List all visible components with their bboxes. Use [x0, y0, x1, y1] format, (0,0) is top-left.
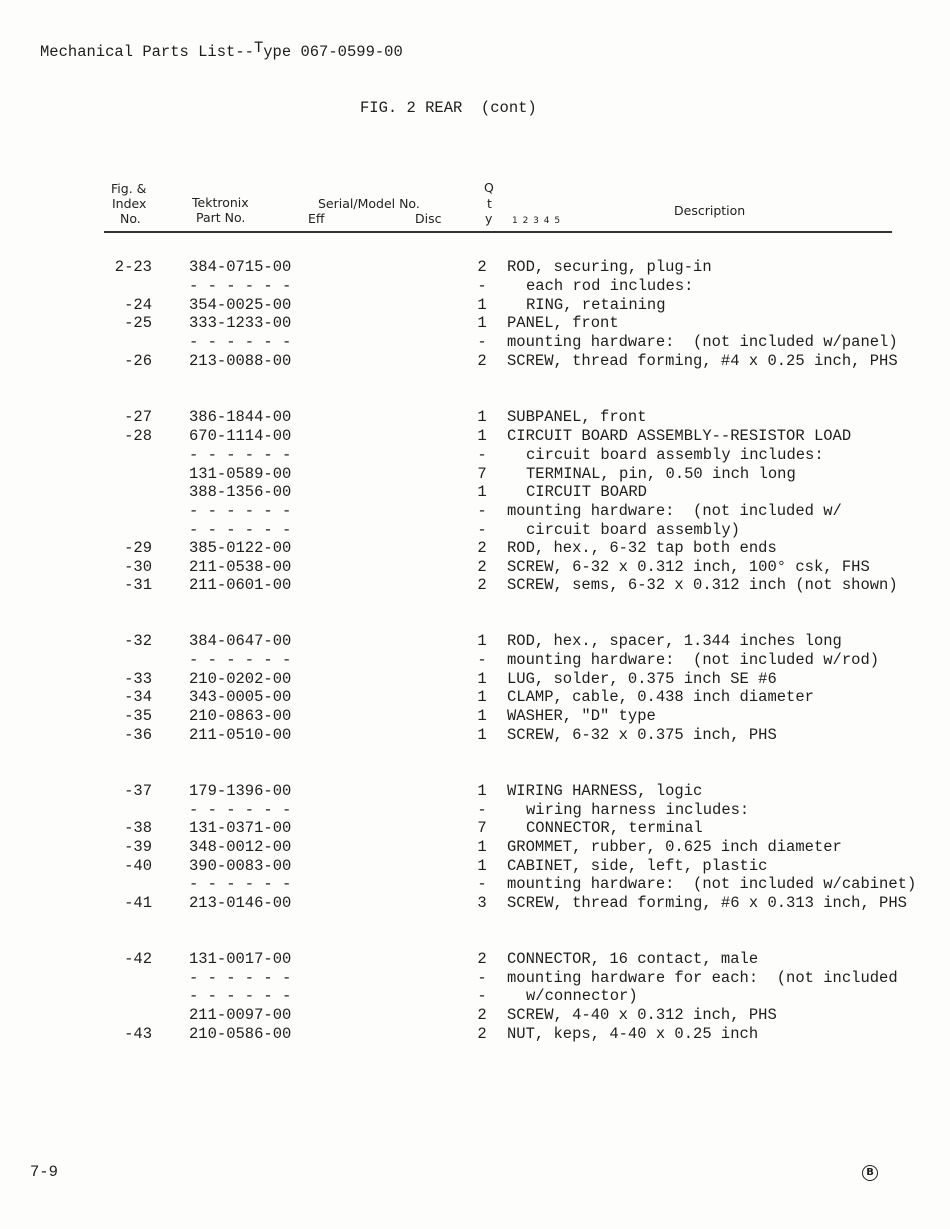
- part-number-cell: 211-0538-00: [189, 558, 292, 576]
- quantity-cell: -: [477, 446, 487, 464]
- fig-index-cell: -43: [124, 1025, 152, 1043]
- description-cell: SUBPANEL, front: [507, 408, 647, 426]
- quantity-cell: -: [477, 987, 487, 1005]
- quantity-cell: 7: [477, 819, 487, 837]
- document-title: Mechanical Parts List--Type 067-0599-00: [40, 39, 403, 61]
- table-row: [0, 333, 950, 352]
- table-row: [0, 558, 950, 577]
- table-row: [0, 651, 950, 670]
- description-cell: CONNECTOR, terminal: [526, 819, 703, 837]
- part-number-cell: 210-0202-00: [189, 670, 292, 688]
- fig-index-cell: -25: [124, 314, 152, 332]
- part-number-cell: 385-0122-00: [189, 539, 292, 557]
- table-row: [0, 875, 950, 894]
- description-cell: CLAMP, cable, 0.438 inch diameter: [507, 688, 814, 706]
- table-row: [0, 1006, 950, 1025]
- table-row: [0, 819, 950, 838]
- table-row: [0, 950, 950, 969]
- quantity-cell: 2: [477, 1025, 487, 1043]
- part-number-cell: - - - - - -: [189, 502, 292, 520]
- description-cell: RING, retaining: [526, 296, 666, 314]
- description-cell: mounting hardware: (not included w/: [507, 502, 842, 520]
- col-indent-levels: 1 2 3 4 5: [512, 216, 562, 226]
- description-cell: circuit board assembly includes:: [526, 446, 824, 464]
- description-cell: CABINET, side, left, plastic: [507, 857, 768, 875]
- description-cell: NUT, keps, 4-40 x 0.25 inch: [507, 1025, 759, 1043]
- part-number-cell: - - - - - -: [189, 521, 292, 539]
- part-number-cell: 210-0863-00: [189, 707, 292, 725]
- table-row: [0, 707, 950, 726]
- description-cell: mounting hardware for each: (not included: [507, 969, 898, 987]
- part-number-cell: 131-0371-00: [189, 819, 292, 837]
- revision-mark: B: [862, 1165, 878, 1181]
- quantity-cell: 2: [477, 558, 487, 576]
- quantity-cell: 2: [477, 258, 487, 276]
- fig-index-cell: -42: [124, 950, 152, 968]
- table-row: [0, 277, 950, 296]
- fig-index-cell: -37: [124, 782, 152, 800]
- fig-index-cell: -35: [124, 707, 152, 725]
- fig-index-cell: -30: [124, 558, 152, 576]
- description-cell: SCREW, sems, 6-32 x 0.312 inch (not shown): [507, 576, 898, 594]
- col-tek-label-1: Tektronix: [192, 195, 249, 210]
- quantity-cell: -: [477, 521, 487, 539]
- part-number-cell: 670-1114-00: [189, 427, 292, 445]
- fig-index-cell: -34: [124, 688, 152, 706]
- table-row: [0, 726, 950, 745]
- fig-index-cell: -29: [124, 539, 152, 557]
- table-row: [0, 296, 950, 315]
- header-rule: [104, 231, 892, 233]
- quantity-cell: 2: [477, 352, 487, 370]
- description-cell: CIRCUIT BOARD: [526, 483, 647, 501]
- description-cell: each rod includes:: [526, 277, 694, 295]
- description-cell: PANEL, front: [507, 314, 619, 332]
- quantity-cell: -: [477, 875, 487, 893]
- quantity-cell: 7: [477, 465, 487, 483]
- description-cell: WIRING HARNESS, logic: [507, 782, 703, 800]
- part-number-cell: - - - - - -: [189, 875, 292, 893]
- col-fig-label-2: Index: [112, 196, 147, 211]
- quantity-cell: -: [477, 502, 487, 520]
- table-row: [0, 521, 950, 540]
- description-cell: mounting hardware: (not included w/cabinet): [507, 875, 917, 893]
- quantity-cell: 1: [477, 670, 487, 688]
- part-number-cell: - - - - - -: [189, 801, 292, 819]
- part-number-cell: 384-0647-00: [189, 632, 292, 650]
- part-number-cell: - - - - - -: [189, 969, 292, 987]
- quantity-cell: 1: [477, 688, 487, 706]
- fig-index-cell: -24: [124, 296, 152, 314]
- description-cell: ROD, hex., 6-32 tap both ends: [507, 539, 777, 557]
- figure-title: FIG. 2 REAR (cont): [360, 99, 537, 117]
- table-row: [0, 688, 950, 707]
- col-qty-t: t: [487, 196, 492, 211]
- quantity-cell: 2: [477, 950, 487, 968]
- description-cell: GROMMET, rubber, 0.625 inch diameter: [507, 838, 842, 856]
- fig-index-cell: -33: [124, 670, 152, 688]
- table-row: [0, 258, 950, 277]
- fig-index-cell: -31: [124, 576, 152, 594]
- description-cell: SCREW, 4-40 x 0.312 inch, PHS: [507, 1006, 777, 1024]
- col-fig-label-3: No.: [120, 211, 141, 226]
- description-cell: mounting hardware: (not included w/panel): [507, 333, 898, 351]
- fig-index-cell: -27: [124, 408, 152, 426]
- fig-index-cell: -38: [124, 819, 152, 837]
- part-number-cell: 213-0088-00: [189, 352, 292, 370]
- fig-index-cell: -26: [124, 352, 152, 370]
- table-row: [0, 838, 950, 857]
- fig-index-cell: 2-23: [114, 258, 152, 276]
- quantity-cell: 1: [477, 483, 487, 501]
- col-qty-y: y: [485, 211, 493, 226]
- table-row: [0, 465, 950, 484]
- table-row: [0, 987, 950, 1006]
- quantity-cell: 1: [477, 782, 487, 800]
- part-number-cell: 354-0025-00: [189, 296, 292, 314]
- part-number-cell: 386-1844-00: [189, 408, 292, 426]
- col-qty-q: Q: [484, 180, 494, 195]
- part-number-cell: 348-0012-00: [189, 838, 292, 856]
- description-cell: wiring harness includes:: [526, 801, 750, 819]
- table-row: [0, 427, 950, 446]
- table-row: [0, 408, 950, 427]
- quantity-cell: -: [477, 651, 487, 669]
- fig-index-cell: -39: [124, 838, 152, 856]
- part-number-cell: 388-1356-00: [189, 483, 292, 501]
- table-row: [0, 1025, 950, 1044]
- part-number-cell: 213-0146-00: [189, 894, 292, 912]
- table-row: [0, 483, 950, 502]
- fig-index-cell: -41: [124, 894, 152, 912]
- part-number-cell: 333-1233-00: [189, 314, 292, 332]
- part-number-cell: 179-1396-00: [189, 782, 292, 800]
- part-number-cell: 211-0510-00: [189, 726, 292, 744]
- col-fig-label-1: Fig. &: [111, 181, 147, 196]
- quantity-cell: 2: [477, 1006, 487, 1024]
- description-cell: SCREW, thread forming, #4 x 0.25 inch, PHS: [507, 352, 898, 370]
- table-row: [0, 539, 950, 558]
- col-serial-eff: Eff: [308, 211, 325, 226]
- part-number-cell: 384-0715-00: [189, 258, 292, 276]
- part-number-cell: 131-0017-00: [189, 950, 292, 968]
- description-cell: mounting hardware: (not included w/rod): [507, 651, 880, 669]
- part-number-cell: - - - - - -: [189, 446, 292, 464]
- part-number-cell: 211-0601-00: [189, 576, 292, 594]
- quantity-cell: -: [477, 801, 487, 819]
- quantity-cell: 2: [477, 539, 487, 557]
- quantity-cell: 1: [477, 707, 487, 725]
- description-cell: ROD, securing, plug-in: [507, 258, 712, 276]
- description-cell: CIRCUIT BOARD ASSEMBLY--RESISTOR LOAD: [507, 427, 852, 445]
- part-number-cell: 390-0083-00: [189, 857, 292, 875]
- quantity-cell: 1: [477, 427, 487, 445]
- col-tek-label-2: Part No.: [196, 210, 246, 225]
- quantity-cell: 2: [477, 576, 487, 594]
- table-row: [0, 314, 950, 333]
- table-row: [0, 446, 950, 465]
- description-cell: CONNECTOR, 16 contact, male: [507, 950, 759, 968]
- table-row: [0, 857, 950, 876]
- part-number-cell: 131-0589-00: [189, 465, 292, 483]
- part-number-cell: 210-0586-00: [189, 1025, 292, 1043]
- part-number-cell: - - - - - -: [189, 277, 292, 295]
- part-number-cell: - - - - - -: [189, 333, 292, 351]
- description-cell: WASHER, "D" type: [507, 707, 656, 725]
- quantity-cell: 1: [477, 726, 487, 744]
- quantity-cell: 3: [477, 894, 487, 912]
- description-cell: circuit board assembly): [526, 521, 740, 539]
- table-row: [0, 352, 950, 371]
- col-serial-label: Serial/Model No.: [318, 196, 420, 211]
- quantity-cell: 1: [477, 857, 487, 875]
- description-cell: w/connector): [526, 987, 638, 1005]
- quantity-cell: 1: [477, 314, 487, 332]
- fig-index-cell: -28: [124, 427, 152, 445]
- quantity-cell: -: [477, 969, 487, 987]
- col-serial-disc: Disc: [415, 211, 442, 226]
- part-number-cell: 211-0097-00: [189, 1006, 292, 1024]
- table-row: [0, 969, 950, 988]
- table-row: [0, 502, 950, 521]
- quantity-cell: 1: [477, 408, 487, 426]
- fig-index-cell: -32: [124, 632, 152, 650]
- table-row: [0, 576, 950, 595]
- description-cell: ROD, hex., spacer, 1.344 inches long: [507, 632, 842, 650]
- description-cell: SCREW, 6-32 x 0.375 inch, PHS: [507, 726, 777, 744]
- quantity-cell: 1: [477, 838, 487, 856]
- description-cell: LUG, solder, 0.375 inch SE #6: [507, 670, 777, 688]
- part-number-cell: - - - - - -: [189, 651, 292, 669]
- table-row: [0, 782, 950, 801]
- col-description: Description: [674, 203, 746, 218]
- quantity-cell: -: [477, 277, 487, 295]
- page-number: 7-9: [30, 1163, 58, 1181]
- table-row: [0, 801, 950, 820]
- fig-index-cell: -40: [124, 857, 152, 875]
- table-row: [0, 632, 950, 651]
- part-number-cell: 343-0005-00: [189, 688, 292, 706]
- table-row: [0, 670, 950, 689]
- quantity-cell: 1: [477, 632, 487, 650]
- description-cell: SCREW, thread forming, #6 x 0.313 inch, PHS: [507, 894, 907, 912]
- description-cell: SCREW, 6-32 x 0.312 inch, 100° csk, FHS: [507, 558, 870, 576]
- quantity-cell: 1: [477, 296, 487, 314]
- fig-index-cell: -36: [124, 726, 152, 744]
- description-cell: TERMINAL, pin, 0.50 inch long: [526, 465, 796, 483]
- part-number-cell: - - - - - -: [189, 987, 292, 1005]
- table-row: [0, 894, 950, 913]
- quantity-cell: -: [477, 333, 487, 351]
